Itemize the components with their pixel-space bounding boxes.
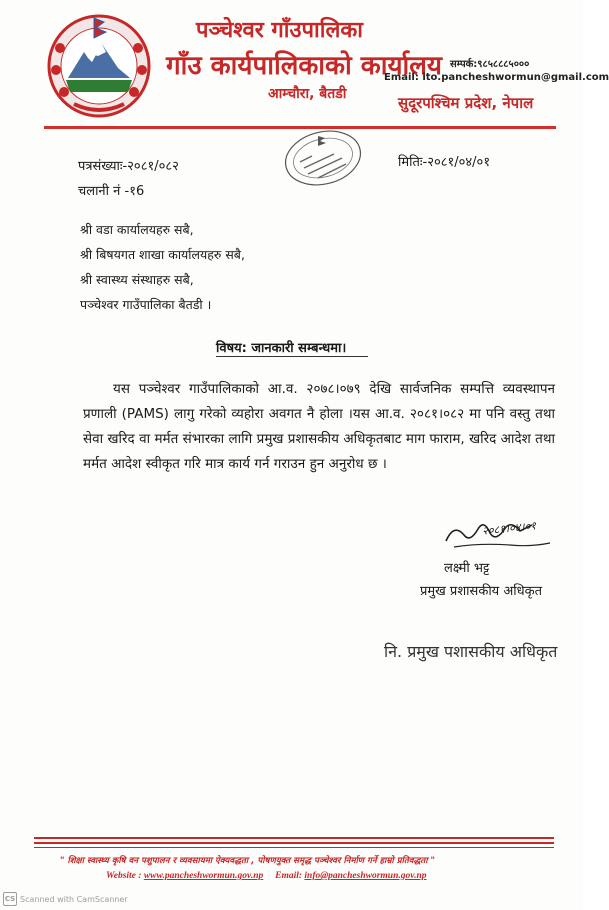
scanner-watermark-text: Scanned with CamScanner [20,894,128,904]
province-name: सुदूरपश्चिम प्रदेश, नेपाल [398,94,534,112]
footer-motto: " शिक्षा स्वास्थ्य कृषि वन पशुपालन र व्यवसायमा ऐक्यवद्धता , पोषणयुक्त समृद्ध पञ्चेश्वर निर्माण गर्ने हाम्रो प्रतिवद्धता " [60,856,436,866]
nepal-government-emblem-icon [40,8,158,120]
footer-contacts [106,871,427,881]
signatory-name: लक्ष्मी भट्ट [444,561,490,576]
scanner-watermark [3,892,128,906]
signatory-title: प्रमुख प्रशासकीय अधिकृत [420,584,543,599]
dispatch-number: चलानी नं -१6 [78,184,145,199]
recipient-line: पञ्चेश्वर गाउँपालिका बैतडी । [80,297,212,312]
signature-date: २०८१।०४।०१ [481,519,537,538]
office-address: आम्चौरा, बैतडी [268,86,347,102]
acting-officer-stamp: नि. प्रमुख पशासकीय अधिकृत [384,642,558,661]
recipient-line: श्री वडा कार्यालयहरु सबै, [80,222,194,237]
body-text: यस पञ्चेश्वर गाउँपालिकाको आ.व. २०७८।०७९ देखि सार्वजनिक सम्पत्ति व्यवस्थापन प्रणाली (PAMS) लागु गरेको व्यहोरा अवगत नै होला ।यस आ.व. २०८१।०८२ मा पनि वस्तु तथा सेवा खरिद वा मर्मत संभारका लागि प्रमुख प्रशासकीय अधिकृतबाट माग फाराम, खरिद आदेश तथा मर्मत आदेश स्वीकृत गरि मात्र कार्य गर्न गराउन हुन अनुरोध छ । [83,381,555,472]
footer-divider [34,842,554,844]
contact-email: Email: ito.pancheshwormun@gmail.com [384,72,609,83]
office-name: गाँउ कार्यपालिकाको कार्यालय [166,51,442,81]
email-label: Email: [275,871,303,881]
letter-subject: विषय: जानकारी सम्बन्धमा। [216,341,347,356]
subject-underline [216,356,368,357]
contact-phone: सम्पर्क:९८५८८८५००० [450,59,530,70]
letter-number: पत्रसंख्याः-२०८१/०८२ [78,159,179,174]
camscanner-logo-icon: CS [3,892,17,906]
footer-divider [34,837,554,839]
office-seal-stamp-icon [278,128,368,188]
recipient-line: श्री स्वास्थ्य संस्थाहरु सबै, [80,272,194,287]
website-label: Website : [106,871,142,881]
letter-body [83,377,555,477]
website-link[interactable]: www.pancheshwormun.gov.np [143,871,264,881]
letter-date: मितिः-२०८१/०४/०१ [398,155,491,170]
footer-divider [34,847,554,848]
recipient-line: श्री बिषयगत शाखा कार्यालयहरु सबै, [80,247,245,262]
handwritten-signature-icon [440,513,560,561]
municipality-name: पञ्चेश्वर गाँउपालिका [196,18,363,43]
email-link[interactable]: info@pancheshwormun.gov.np [304,871,427,881]
